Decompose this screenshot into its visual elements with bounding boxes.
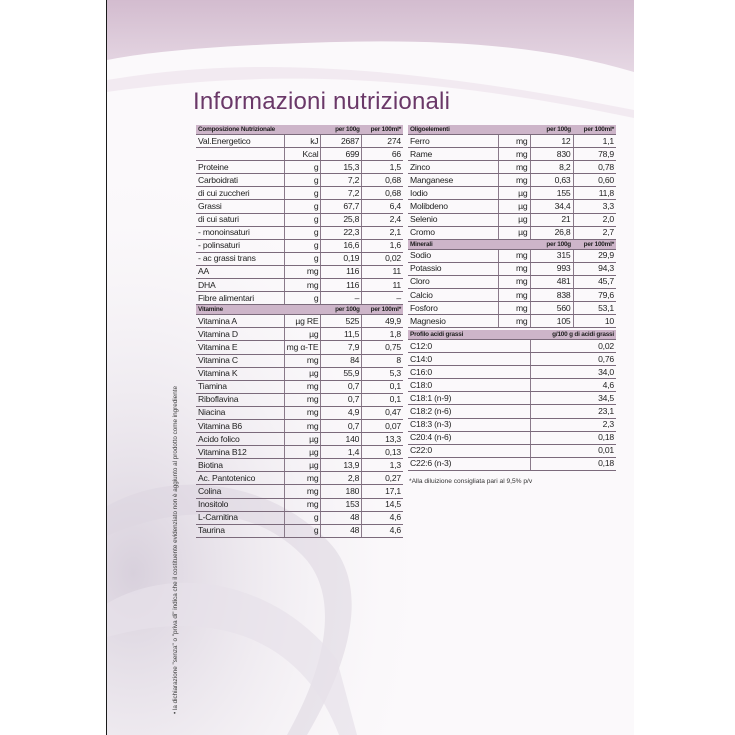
table-row <box>408 366 616 379</box>
section-header <box>196 125 403 135</box>
column-header-per-100g: per 100g <box>530 125 573 135</box>
value-per-100ml: 11 <box>362 279 403 292</box>
value-per-100ml: 0,68 <box>362 174 403 187</box>
fatty-acid-name: C12:0 <box>408 340 530 353</box>
value-per-100g: 34,4 <box>530 200 573 213</box>
value-per-100ml: 3,3 <box>573 200 616 213</box>
value-per-100g: 15,3 <box>321 161 362 174</box>
value-per-100g: 525 <box>321 315 362 328</box>
table-row <box>196 265 403 278</box>
value-per-100g: 180 <box>321 485 362 498</box>
nutrient-name: Iodio <box>408 187 498 200</box>
value-per-100ml: 1,1 <box>573 135 616 148</box>
nutrient-unit: kJ <box>284 135 321 148</box>
table-row <box>196 380 403 393</box>
nutrient-unit: mg <box>284 265 321 278</box>
table-row <box>408 226 616 239</box>
value-per-100g: 116 <box>321 279 362 292</box>
nutrient-unit: mg <box>498 135 530 148</box>
section-title: Composizione Nutrizionale <box>196 125 284 135</box>
table-row <box>196 187 403 200</box>
nutrient-unit: g <box>284 252 321 265</box>
nutrient-name: Vitamina E <box>196 341 284 354</box>
table-row <box>196 135 403 148</box>
header-spacer <box>284 125 321 135</box>
value-per-100ml: 79,6 <box>573 289 616 302</box>
nutrient-unit: mg <box>498 315 530 328</box>
value-per-100g: 699 <box>321 148 362 161</box>
nutrient-unit: g <box>284 239 321 252</box>
value-per-100g: 26,8 <box>530 226 573 239</box>
nutrient-name: Vitamina B12 <box>196 446 284 459</box>
value-per-100g: 481 <box>530 275 573 288</box>
nutrient-name: Val.Energetico <box>196 135 284 148</box>
nutrient-unit: g <box>284 226 321 239</box>
value-per-100ml: 11,8 <box>573 187 616 200</box>
value-per-100g: 0,7 <box>321 419 362 432</box>
nutrient-unit: µg <box>498 200 530 213</box>
value-per-100ml: 66 <box>362 148 403 161</box>
fatty-acid-name: C18:1 (n-9) <box>408 392 530 405</box>
nutrient-name: DHA <box>196 279 284 292</box>
nutrient-unit: g <box>284 511 321 524</box>
value-per-100g: 838 <box>530 289 573 302</box>
header-spacer <box>498 125 530 135</box>
section-header <box>408 125 616 135</box>
nutrient-unit: µg <box>284 459 321 472</box>
table-row <box>196 406 403 419</box>
table-row <box>408 392 616 405</box>
section-title: Oligoelementi <box>408 125 498 135</box>
nutrient-name: Ferro <box>408 135 498 148</box>
value-per-100g: 560 <box>530 302 573 315</box>
fatty-acid-value: 0,18 <box>530 431 616 444</box>
table-row <box>196 524 403 537</box>
nutrient-name: Vitamina D <box>196 328 284 341</box>
nutrient-unit: g <box>284 524 321 537</box>
section-header <box>408 239 616 249</box>
value-per-100ml: 45,7 <box>573 275 616 288</box>
value-per-100ml: 0,13 <box>362 446 403 459</box>
value-per-100ml: 0,78 <box>573 161 616 174</box>
value-per-100g: 11,5 <box>321 328 362 341</box>
trace-elements-minerals-table <box>408 125 616 328</box>
nutrient-name: Ac. Pantotenico <box>196 472 284 485</box>
nutrient-unit: mg <box>284 406 321 419</box>
value-per-100ml: 2,4 <box>362 213 403 226</box>
nutrient-unit: µg <box>284 328 321 341</box>
table-row <box>408 302 616 315</box>
table-row <box>408 187 616 200</box>
table-row <box>196 148 403 161</box>
table-row <box>196 472 403 485</box>
table-row <box>196 161 403 174</box>
column-header-per-100ml: per 100ml* <box>573 125 616 135</box>
table-row <box>196 174 403 187</box>
nutrient-unit: µg <box>498 213 530 226</box>
nutrient-unit: mg <box>498 174 530 187</box>
nutrient-unit: mg <box>498 289 530 302</box>
value-per-100g: 48 <box>321 524 362 537</box>
value-per-100g: 155 <box>530 187 573 200</box>
nutrient-name: Riboflavina <box>196 393 284 406</box>
nutrient-name: Biotina <box>196 459 284 472</box>
nutrient-name: Tiamina <box>196 380 284 393</box>
nutrient-unit: mg <box>284 393 321 406</box>
table-row <box>408 262 616 275</box>
nutrient-name: Vitamina A <box>196 315 284 328</box>
nutrient-name: Fosforo <box>408 302 498 315</box>
section-title: Profilo acidi grassi <box>408 330 530 340</box>
nutrient-unit: mg <box>284 419 321 432</box>
table-row <box>196 485 403 498</box>
nutrient-name: - polinsaturi <box>196 239 284 252</box>
table-row <box>408 213 616 226</box>
nutrient-name: Cromo <box>408 226 498 239</box>
nutrient-name: Vitamina B6 <box>196 419 284 432</box>
nutrient-unit: g <box>284 161 321 174</box>
nutrient-unit: g <box>284 200 321 213</box>
table-row <box>408 249 616 262</box>
nutrient-name: Fibre alimentari <box>196 292 284 305</box>
table-row <box>196 252 403 265</box>
table-row <box>408 161 616 174</box>
table-row <box>408 275 616 288</box>
value-per-100g: 0,7 <box>321 393 362 406</box>
nutrient-name: - ac grassi trans <box>196 252 284 265</box>
fatty-acid-name: C14:0 <box>408 353 530 366</box>
value-per-100g: 22,3 <box>321 226 362 239</box>
fatty-acid-value: 0,76 <box>530 353 616 366</box>
table-row <box>196 511 403 524</box>
value-per-100g: 7,9 <box>321 341 362 354</box>
nutrient-name: Rame <box>408 148 498 161</box>
nutrient-unit: Kcal <box>284 148 321 161</box>
value-per-100g: – <box>321 292 362 305</box>
side-disclaimer: • la dichiarazione "senza" o "priva di" indica che il costituente evidenziato non è aggiunto al prodotto come ingrediente <box>172 386 179 714</box>
value-per-100g: 0,63 <box>530 174 573 187</box>
value-per-100g: 0,19 <box>321 252 362 265</box>
table-row <box>196 328 403 341</box>
value-per-100ml: 0,75 <box>362 341 403 354</box>
table-row <box>196 354 403 367</box>
nutrient-unit: µg <box>284 367 321 380</box>
table-row <box>196 200 403 213</box>
fatty-acid-value: 4,6 <box>530 379 616 392</box>
nutrient-unit: mg <box>498 302 530 315</box>
section-header <box>408 330 616 340</box>
value-per-100ml: 17,1 <box>362 485 403 498</box>
nutrient-unit: mg <box>498 275 530 288</box>
nutrient-unit: g <box>284 187 321 200</box>
table-row <box>196 226 403 239</box>
nutrient-unit: mg <box>498 262 530 275</box>
nutrient-unit: µg RE <box>284 315 321 328</box>
nutrient-name: Cloro <box>408 275 498 288</box>
nutrient-name: Manganese <box>408 174 498 187</box>
value-per-100g: 21 <box>530 213 573 226</box>
composition-vitamins-table <box>196 125 403 538</box>
table-row <box>196 393 403 406</box>
value-per-100ml: 6,4 <box>362 200 403 213</box>
value-per-100g: 16,6 <box>321 239 362 252</box>
value-per-100ml: 274 <box>362 135 403 148</box>
fatty-acid-profile-table <box>408 330 616 471</box>
value-per-100g: 55,9 <box>321 367 362 380</box>
table-row <box>408 418 616 431</box>
column-header-per-100g: per 100g <box>321 305 362 315</box>
value-per-100ml: 10 <box>573 315 616 328</box>
table-row <box>196 419 403 432</box>
nutrient-unit: mg <box>284 279 321 292</box>
table-row <box>408 135 616 148</box>
column-header-per-100ml: per 100ml* <box>573 239 616 249</box>
fatty-acid-value: 0,18 <box>530 457 616 470</box>
fatty-acid-value: 23,1 <box>530 405 616 418</box>
table-row <box>408 379 616 392</box>
nutrient-unit: mg <box>498 161 530 174</box>
table-row <box>408 353 616 366</box>
nutrient-name: Selenio <box>408 213 498 226</box>
table-row <box>408 340 616 353</box>
fatty-acid-name: C18:3 (n-3) <box>408 418 530 431</box>
table-row <box>196 213 403 226</box>
table-row <box>408 405 616 418</box>
nutrient-unit: mg <box>284 380 321 393</box>
fatty-acid-name: C16:0 <box>408 366 530 379</box>
nutrient-name: Sodio <box>408 249 498 262</box>
fatty-acid-name: C22:6 (n-3) <box>408 457 530 470</box>
nutrient-name: Potassio <box>408 262 498 275</box>
nutrient-name: Proteine <box>196 161 284 174</box>
value-per-100ml: 5,3 <box>362 367 403 380</box>
table-row <box>408 315 616 328</box>
table-row <box>408 289 616 302</box>
table-row <box>196 446 403 459</box>
nutrient-unit: g <box>284 213 321 226</box>
nutrient-name: Taurina <box>196 524 284 537</box>
header-spacer <box>284 305 321 315</box>
value-per-100ml: 0,07 <box>362 419 403 432</box>
value-per-100ml: 0,27 <box>362 472 403 485</box>
value-per-100g: 12 <box>530 135 573 148</box>
value-per-100ml: 0,68 <box>362 187 403 200</box>
section-header <box>196 305 403 315</box>
value-per-100ml: 4,6 <box>362 511 403 524</box>
nutrient-name: Colina <box>196 485 284 498</box>
table-row <box>196 239 403 252</box>
nutrient-name: di cui zuccheri <box>196 187 284 200</box>
value-per-100ml: 14,5 <box>362 498 403 511</box>
value-per-100ml: 2,1 <box>362 226 403 239</box>
section-title: Vitamine <box>196 305 284 315</box>
nutrient-unit: µg <box>284 446 321 459</box>
nutrient-name: Magnesio <box>408 315 498 328</box>
nutrient-name: - monoinsaturi <box>196 226 284 239</box>
nutrient-name: Zinco <box>408 161 498 174</box>
value-per-100ml: 49,9 <box>362 315 403 328</box>
value-per-100g: 7,2 <box>321 174 362 187</box>
nutrient-unit: g <box>284 174 321 187</box>
fatty-acid-value: 34,0 <box>530 366 616 379</box>
value-per-100ml: 94,3 <box>573 262 616 275</box>
nutrient-unit: mg <box>284 354 321 367</box>
value-per-100ml: 29,9 <box>573 249 616 262</box>
nutrient-unit: mg <box>498 148 530 161</box>
nutrient-unit: mg <box>498 249 530 262</box>
value-per-100g: 4,9 <box>321 406 362 419</box>
nutrient-name: Grassi <box>196 200 284 213</box>
value-per-100ml: 78,9 <box>573 148 616 161</box>
nutrient-name: Niacina <box>196 406 284 419</box>
value-per-100ml: 2,7 <box>573 226 616 239</box>
fatty-acid-name: C18:0 <box>408 379 530 392</box>
nutrient-unit: µg <box>498 187 530 200</box>
column-header-per-100g: per 100g <box>321 125 362 135</box>
value-per-100g: 13,9 <box>321 459 362 472</box>
fatty-acid-name: C22:0 <box>408 444 530 457</box>
nutrient-name: Vitamina C <box>196 354 284 367</box>
nutrient-unit: g <box>284 292 321 305</box>
nutrient-name: Carboidrati <box>196 174 284 187</box>
table-row <box>408 148 616 161</box>
value-per-100ml: – <box>362 292 403 305</box>
fatty-acid-value: 0,02 <box>530 340 616 353</box>
value-per-100g: 1,4 <box>321 446 362 459</box>
column-header-g-per-100g: g/100 g di acidi grassi <box>530 330 616 340</box>
nutrient-name: di cui saturi <box>196 213 284 226</box>
value-per-100ml: 0,47 <box>362 406 403 419</box>
value-per-100ml: 1,3 <box>362 459 403 472</box>
table-row <box>196 433 403 446</box>
table-row <box>408 431 616 444</box>
table-row <box>408 200 616 213</box>
column-header-per-100g: per 100g <box>530 239 573 249</box>
outer-margin <box>634 0 735 735</box>
nutrient-unit: mg <box>284 472 321 485</box>
value-per-100g: 48 <box>321 511 362 524</box>
value-per-100g: 0,7 <box>321 380 362 393</box>
nutrient-unit: mg <box>284 485 321 498</box>
table-row <box>408 444 616 457</box>
table-row <box>196 341 403 354</box>
nutrient-name: Calcio <box>408 289 498 302</box>
page-title: Informazioni nutrizionali <box>193 88 451 115</box>
value-per-100ml: 4,6 <box>362 524 403 537</box>
nutrient-unit: mg α-TE <box>284 341 321 354</box>
table-row <box>196 459 403 472</box>
value-per-100g: 105 <box>530 315 573 328</box>
value-per-100g: 830 <box>530 148 573 161</box>
value-per-100g: 25,8 <box>321 213 362 226</box>
value-per-100ml: 1,6 <box>362 239 403 252</box>
nutrient-name: Molibdeno <box>408 200 498 213</box>
value-per-100ml: 8 <box>362 354 403 367</box>
value-per-100ml: 1,8 <box>362 328 403 341</box>
nutrient-unit: µg <box>498 226 530 239</box>
value-per-100g: 67,7 <box>321 200 362 213</box>
table-row <box>196 292 403 305</box>
table-row <box>408 457 616 470</box>
fatty-acid-value: 0,01 <box>530 444 616 457</box>
value-per-100g: 2,8 <box>321 472 362 485</box>
header-spacer <box>498 239 530 249</box>
nutrient-unit: mg <box>284 498 321 511</box>
value-per-100g: 993 <box>530 262 573 275</box>
column-header-per-100ml: per 100ml* <box>362 125 403 135</box>
nutrient-name: Inositolo <box>196 498 284 511</box>
value-per-100g: 7,2 <box>321 187 362 200</box>
value-per-100ml: 11 <box>362 265 403 278</box>
table-row <box>196 367 403 380</box>
nutrient-name <box>196 148 284 161</box>
table-row <box>196 498 403 511</box>
value-per-100ml: 0,60 <box>573 174 616 187</box>
nutrient-unit: µg <box>284 433 321 446</box>
fatty-acid-name: C18:2 (n-6) <box>408 405 530 418</box>
value-per-100g: 140 <box>321 433 362 446</box>
value-per-100g: 84 <box>321 354 362 367</box>
value-per-100ml: 1,5 <box>362 161 403 174</box>
value-per-100g: 8,2 <box>530 161 573 174</box>
value-per-100g: 116 <box>321 265 362 278</box>
table-row <box>408 174 616 187</box>
value-per-100g: 315 <box>530 249 573 262</box>
nutrient-name: L-Carnitina <box>196 511 284 524</box>
nutrient-name: Acido folico <box>196 433 284 446</box>
fatty-acid-value: 2,3 <box>530 418 616 431</box>
column-header-per-100ml: per 100ml* <box>362 305 403 315</box>
fatty-acid-name: C20:4 (n-6) <box>408 431 530 444</box>
table-row <box>196 315 403 328</box>
value-per-100ml: 2,0 <box>573 213 616 226</box>
table-row <box>196 279 403 292</box>
nutrient-name: Vitamina K <box>196 367 284 380</box>
value-per-100g: 153 <box>321 498 362 511</box>
value-per-100ml: 13,3 <box>362 433 403 446</box>
fatty-acid-value: 34,5 <box>530 392 616 405</box>
value-per-100ml: 0,02 <box>362 252 403 265</box>
section-title: Minerali <box>408 239 498 249</box>
value-per-100ml: 0,1 <box>362 380 403 393</box>
value-per-100g: 2687 <box>321 135 362 148</box>
value-per-100ml: 0,1 <box>362 393 403 406</box>
value-per-100ml: 53,1 <box>573 302 616 315</box>
dilution-footnote: *Alla diluizione consigliata pari al 9,5% p/v <box>409 478 533 485</box>
nutrient-name: AA <box>196 265 284 278</box>
